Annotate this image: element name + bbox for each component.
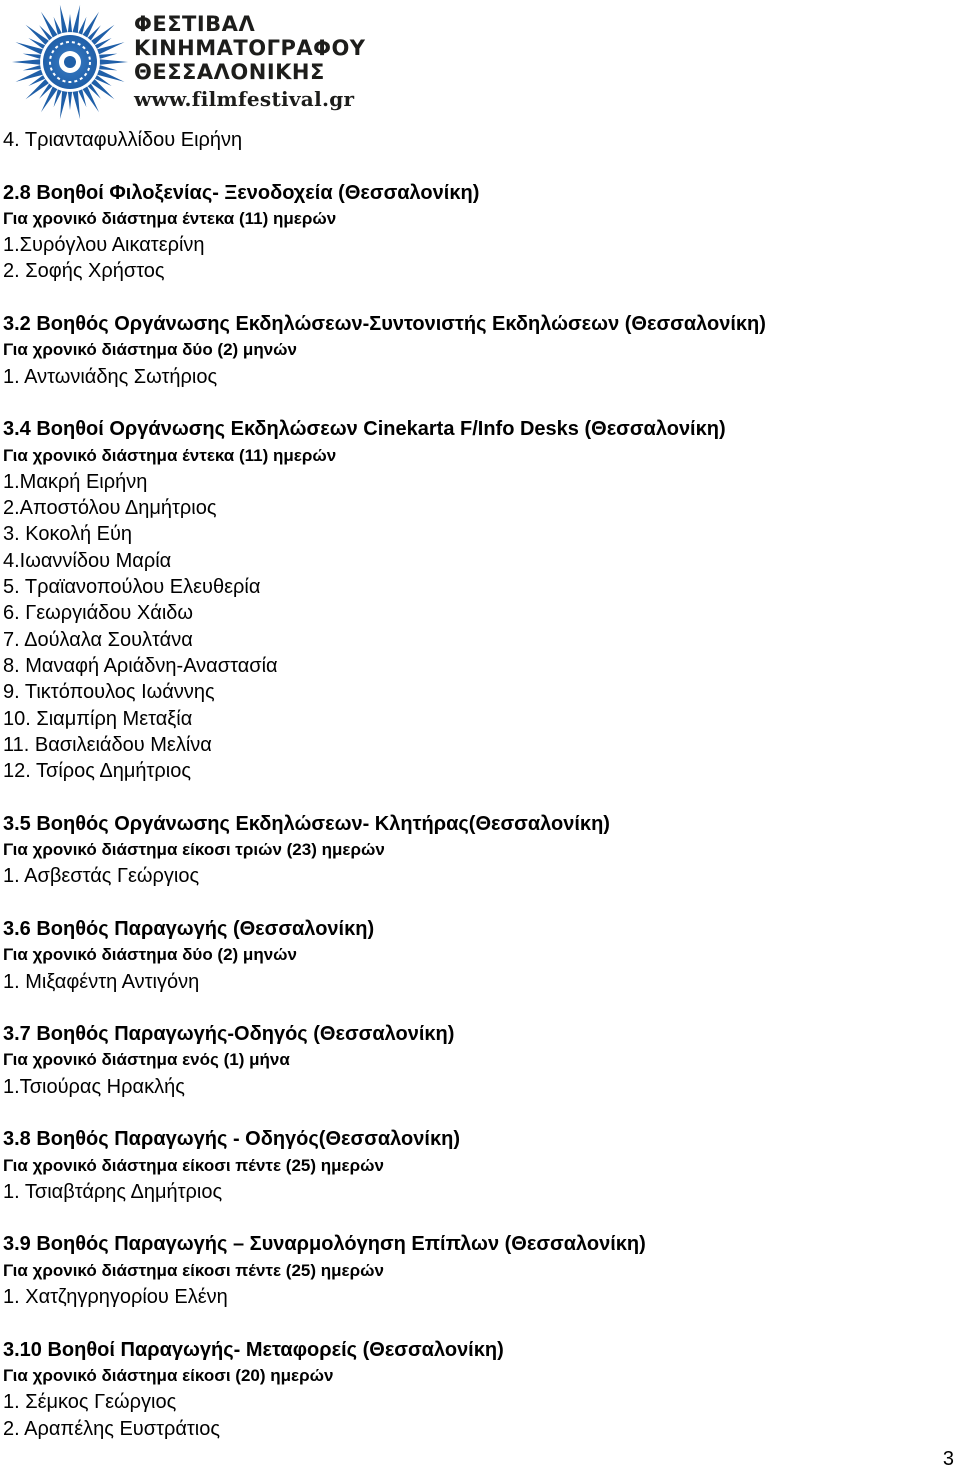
spacer [3,890,943,916]
list-item: 1. Σέμκος Γεώργιος [3,1391,177,1414]
section-duration: Για χρονικό διάστημα έντεκα (11) ημερών [3,445,337,465]
list-item: 2. Αραπέλης Ευστράτιος [3,1417,221,1440]
section-duration: Για χρονικό διάστημα δύο (2) μηνών [3,340,297,360]
list-item: 9. Τικτόπουλος Ιωάννης [3,681,215,704]
section-heading: 3.10 Βοηθοί Παραγωγής- Μεταφορείς (Θεσσαλονίκη) [3,1338,504,1361]
section-3-8 [3,1126,943,1205]
sun-ray [99,54,117,59]
section-duration: Για χρονικό διάστημα έντεκα (11) ημερών [3,208,337,228]
sun-ray [23,65,41,70]
festival-logo [8,4,366,122]
list-item: 4. Τριανταφυλλίδου Ειρήνη [3,129,243,151]
list-item: 1. Χατζηγρηγορίου Ελένη [3,1286,228,1309]
sun-ray [83,87,99,113]
list-item: 1.Μακρή Ειρήνη [3,470,148,493]
section-3-4 [3,416,943,784]
logo-line-thessaloniki: ΘΕΣΣΑΛΟΝΙΚΗΣ [134,60,325,84]
list-item: 1. Τσιαβτάρης Δημήτριος [3,1180,223,1203]
list-item: 1. Ασβεστάς Γεώργιος [3,865,200,888]
sun-ray [83,12,99,38]
spacer [3,153,943,179]
section-duration: Για χρονικό διάστημα δύο (2) μηνών [3,945,297,965]
sun-ray [68,92,72,110]
spacer [3,995,943,1021]
sun-ray [60,91,68,119]
section-3-5 [3,811,943,890]
list-item: 5. Τραϊανοπούλου Ελευθερία [3,576,261,599]
sun-ray [60,5,68,33]
spacer [3,390,943,416]
spacer [3,285,943,311]
section-3-9 [3,1231,943,1310]
section-heading: 3.7 Βοηθός Παραγωγής-Οδηγός (Θεσσαλονίκη) [3,1023,455,1046]
section-heading: 3.6 Βοηθός Παραγωγής (Θεσσαλονίκη) [3,917,375,940]
section-3-10 [3,1337,943,1442]
sun-ray [73,91,81,119]
logo-url: www.filmfestival.gr [134,87,355,111]
list-item: 10. Σιαμπίρη Μεταξία [3,707,193,730]
document-body [3,127,943,1442]
section-heading: 3.5 Βοηθός Οργάνωσης Εκδηλώσεων- Κλητήρας(Θεσσαλονίκη) [3,812,610,835]
section-heading: 3.2 Βοηθός Οργάνωσης Εκδηλώσεων-Συντονιστής Εκδηλώσεων (Θεσσαλονίκη) [3,313,766,336]
list-item: 11. Βασιλειάδου Μελίνα [3,733,212,756]
sun-ray [12,59,40,64]
section-duration: Για χρονικό διάστημα ενός (1) μήνα [3,1050,290,1070]
list-item: 3. Κοκολή Εύη [3,523,133,546]
spacer [3,784,943,810]
page-number: 3 [942,1448,954,1470]
list-item: 2.Αποστόλου Δημήτριος [3,497,217,520]
list-item: 1. Μιξαφέντη Αντιγόνη [3,970,200,993]
sun-ray [99,65,117,70]
section-duration: Για χρονικό διάστημα είκοσι (20) ημερών [3,1365,334,1385]
spacer [3,1205,943,1231]
logo-line-festival: ΦΕΣΤΙΒΑΛ [134,12,256,36]
section-heading: 3.8 Βοηθός Παραγωγής - Οδηγός(Θεσσαλονίκη) [3,1128,460,1151]
list-item: 8. Μαναφή Αριάδνη-Αναστασία [3,654,278,677]
sun-ray [41,12,57,38]
section-3-6 [3,916,943,995]
section-heading: 2.8 Βοηθοί Φιλοξενίας- Ξενοδοχεία (Θεσσαλονίκη) [3,181,480,204]
sun-ray [73,5,81,33]
logo-line-cinema: ΚΙΝΗΜΑΤΟΓΡΑΦΟΥ [134,36,366,60]
list-item: 12. Τσίρος Δημήτριος [3,760,192,783]
section-3-2 [3,311,943,390]
section-duration: Για χρονικό διάστημα είκοσι τριών (23) ημερών [3,840,385,860]
sun-ray [41,87,57,113]
section-duration: Για χρονικό διάστημα είκοσι πέντε (25) ημερών [3,1260,384,1280]
list-item: 1.Συρόγλου Αικατερίνη [3,234,205,257]
list-item: 1. Αντωνιάδης Σωτήριος [3,365,218,388]
list-item: 4.Ιωαννίδου Μαρία [3,549,172,572]
list-item: 2. Σοφής Χρήστος [3,260,165,283]
sun-emblem-icon [8,4,134,122]
sun-ray [23,54,41,59]
section-heading: 3.9 Βοηθός Παραγωγής – Συναρμολόγηση Επίπλων (Θεσσαλονίκη) [3,1233,646,1256]
list-item: 6. Γεωργιάδου Χάιδω [3,602,194,625]
section-3-7 [3,1021,943,1100]
list-item: 1.Τσιούρας Ηρακλής [3,1075,185,1098]
spacer [3,1100,943,1126]
spacer [3,1310,943,1336]
section-heading: 3.4 Βοηθοί Οργάνωσης Εκδηλώσεων Cinekarta F/Info Desks (Θεσσαλονίκη) [3,418,726,441]
list-item: 7. Δούλαλα Σουλτάνα [3,628,193,651]
sun-ray [100,59,128,64]
logo-wordmark [134,12,366,112]
section-duration: Για χρονικό διάστημα είκοσι πέντε (25) ημερών [3,1155,384,1175]
sun-ray [68,14,72,32]
section-2-8 [3,180,943,285]
